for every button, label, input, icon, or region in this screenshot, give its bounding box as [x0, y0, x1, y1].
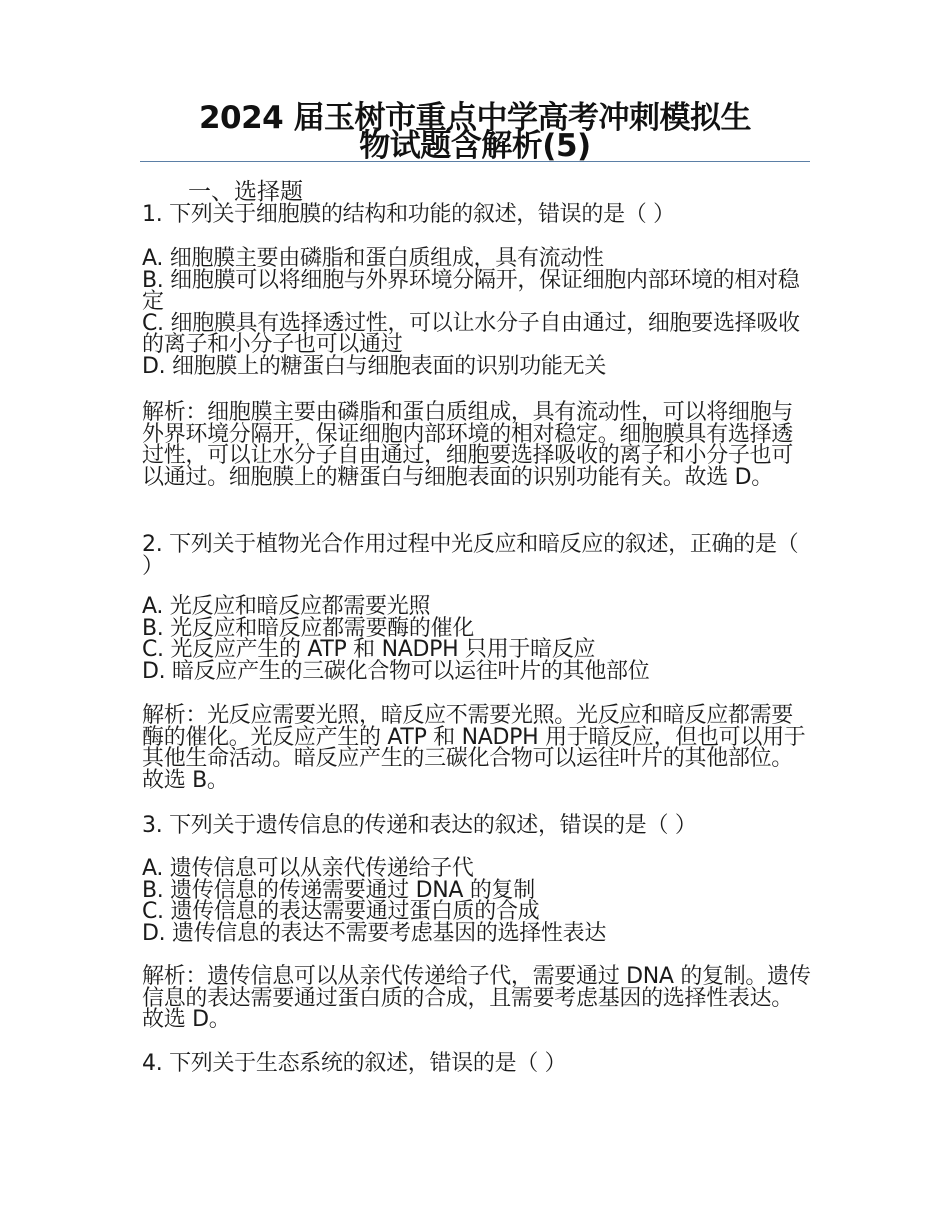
option-b: B. 细胞膜可以将细胞与外界环境分隔开，保证细胞内部环境的相对稳定: [142, 267, 800, 314]
question-2-stem: 2. 下列关于植物光合作用过程中光反应和暗反应的叙述，正确的是（ ）: [142, 532, 799, 579]
option-d: D. 细胞膜上的糖蛋白与细胞表面的识别功能无关: [142, 353, 607, 379]
question-1-stem: 1. 下列关于细胞膜的结构和功能的叙述，错误的是（ ）: [142, 202, 675, 227]
option-a: A. 光反应和暗反应都需要光照: [142, 594, 431, 619]
option-c: C. 遗传信息的表达需要通过蛋白质的合成: [142, 899, 540, 924]
question-3-analysis: 解析：遗传信息可以从亲代传递给子代，需要通过 DNA 的复制。遗传信息的表达需要通过蛋白质的合成，且需要考虑基因的选择性表达。故选 D。: [142, 964, 811, 1032]
option-b: B. 遗传信息的传递需要通过 DNA 的复制: [142, 877, 535, 903]
option-c: C. 光反应产生的 ATP 和 NADPH 只用于暗反应: [142, 637, 596, 662]
option-a: A. 遗传信息可以从亲代传递给子代: [142, 856, 474, 881]
option-c: C. 细胞膜具有选择透过性，可以让水分子自由通过，细胞要选择吸收的离子和小分子也可以通过: [142, 310, 800, 357]
option-b: B. 光反应和暗反应都需要酶的催化: [142, 615, 474, 641]
section-heading: 一、选择题: [188, 179, 303, 205]
question-2-analysis: 解析：光反应需要光照，暗反应不需要光照。光反应和暗反应都需要酶的催化。光反应产生的 ATP 和 NADPH 用于暗反应，但也可以用于其他生命活动。暗反应产生的三碳化合物可以运往叶片的其他部位。故选 B。: [142, 703, 806, 793]
question-3-stem: 3. 下列关于遗传信息的传递和表达的叙述，错误的是（ ）: [142, 813, 697, 838]
title-line-1: 2024 届玉树市重点中学高考冲刺模拟生: [198, 100, 752, 136]
question-2-options: [142, 596, 812, 682]
option-d: D. 遗传信息的表达不需要考虑基因的选择性表达: [142, 920, 607, 946]
question-1-options: [142, 248, 812, 377]
title-divider: [140, 161, 810, 162]
question-4-stem: 4. 下列关于生态系统的叙述，错误的是（ ）: [142, 1051, 567, 1076]
question-1-analysis: 解析：细胞膜主要由磷脂和蛋白质组成，具有流动性，可以将细胞与外界环境分隔开，保证细胞内部环境的相对稳定。细胞膜具有选择透过性，可以让水分子自由通过，细胞要选择吸收的离子和小分子也可以通过。细胞膜上的糖蛋白与细胞表面的识别功能有关。故选 D。: [142, 400, 794, 490]
question-3-options: [142, 858, 812, 944]
document-title: [140, 100, 810, 164]
option-a: A. 细胞膜主要由磷脂和蛋白质组成，具有流动性: [142, 246, 604, 271]
title-line-2: 物试题含解析(5): [359, 128, 591, 164]
option-d: D. 暗反应产生的三碳化合物可以运往叶片的其他部位: [142, 658, 650, 684]
